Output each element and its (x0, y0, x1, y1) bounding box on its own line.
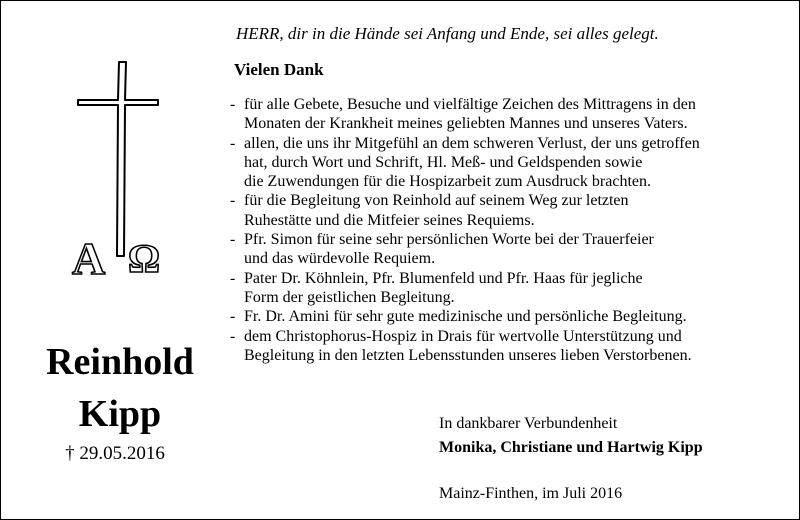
list-item (230, 327, 785, 366)
thanks-list (230, 95, 785, 365)
list-item (230, 191, 785, 230)
deceased-last-name: Kipp (78, 393, 162, 435)
list-item (230, 95, 785, 134)
list-item-text: Fr. Dr. Amini für sehr gute medizinische und persönliche Begleitung. (244, 308, 687, 326)
motto-verse: HERR, dir in die Hände sei Anfang und Ende, sei alles gelegt. (236, 24, 659, 43)
list-item (230, 134, 785, 192)
death-date: † 29.05.2016 (65, 443, 165, 464)
place-date: Mainz-Finthen, im Juli 2016 (439, 485, 623, 502)
bullet-dash: - (230, 269, 236, 287)
cross-alpha-omega-icon (62, 60, 172, 290)
left-column (0, 0, 235, 520)
closing-phrase: In dankbarer Verbundenheit (439, 415, 618, 432)
alpha-letter: A (72, 233, 106, 284)
deceased-first-name: Reinhold (46, 341, 194, 383)
list-item (230, 230, 785, 269)
bullet-dash: - (230, 231, 236, 249)
list-item-text: allen, die uns ihr Mitgefühl an dem schweren Verlust, der uns getroffen hat, durch Wort und Schrift, Hl. Meß- und Geldspenden sowie die Zuwendungen für die Hospizarbeit zum Ausdruck brachten. (244, 134, 700, 191)
bullet-dash: - (230, 308, 236, 326)
list-item-text: für alle Gebete, Besuche und vielfältige Zeichen des Mittragens in den Monaten der Krankheit meines geliebten Mannes und unseres Vaters. (244, 96, 696, 133)
bullet-dash: - (230, 327, 236, 345)
list-item (230, 307, 785, 326)
bullet-dash: - (230, 134, 236, 152)
list-item-text: Pater Dr. Köhnlein, Pfr. Blumenfeld und Pfr. Haas für jegliche Form der geistlichen Begleitung. (244, 269, 643, 306)
signers: Monika, Christiane und Hartwig Kipp (439, 439, 703, 456)
list-item-text: für die Begleitung von Reinhold auf seinem Weg zur letzten Ruhestätte und die Mitfeier seines Requiems. (244, 192, 629, 229)
list-item-text: dem Christophorus-Hospiz in Drais für wertvolle Unterstützung und Begleitung in den letzten Lebensstunden unseres lieben Verstorbenen. (244, 327, 692, 364)
omega-letter: Ω (128, 236, 161, 281)
list-item (230, 269, 785, 308)
thanks-heading: Vielen Dank (234, 60, 324, 79)
bullet-dash: - (230, 192, 236, 210)
list-item-text: Pfr. Simon für seine sehr persönlichen Worte bei der Trauerfeier und das würdevolle Requiem. (244, 231, 654, 268)
bullet-dash: - (230, 96, 236, 113)
